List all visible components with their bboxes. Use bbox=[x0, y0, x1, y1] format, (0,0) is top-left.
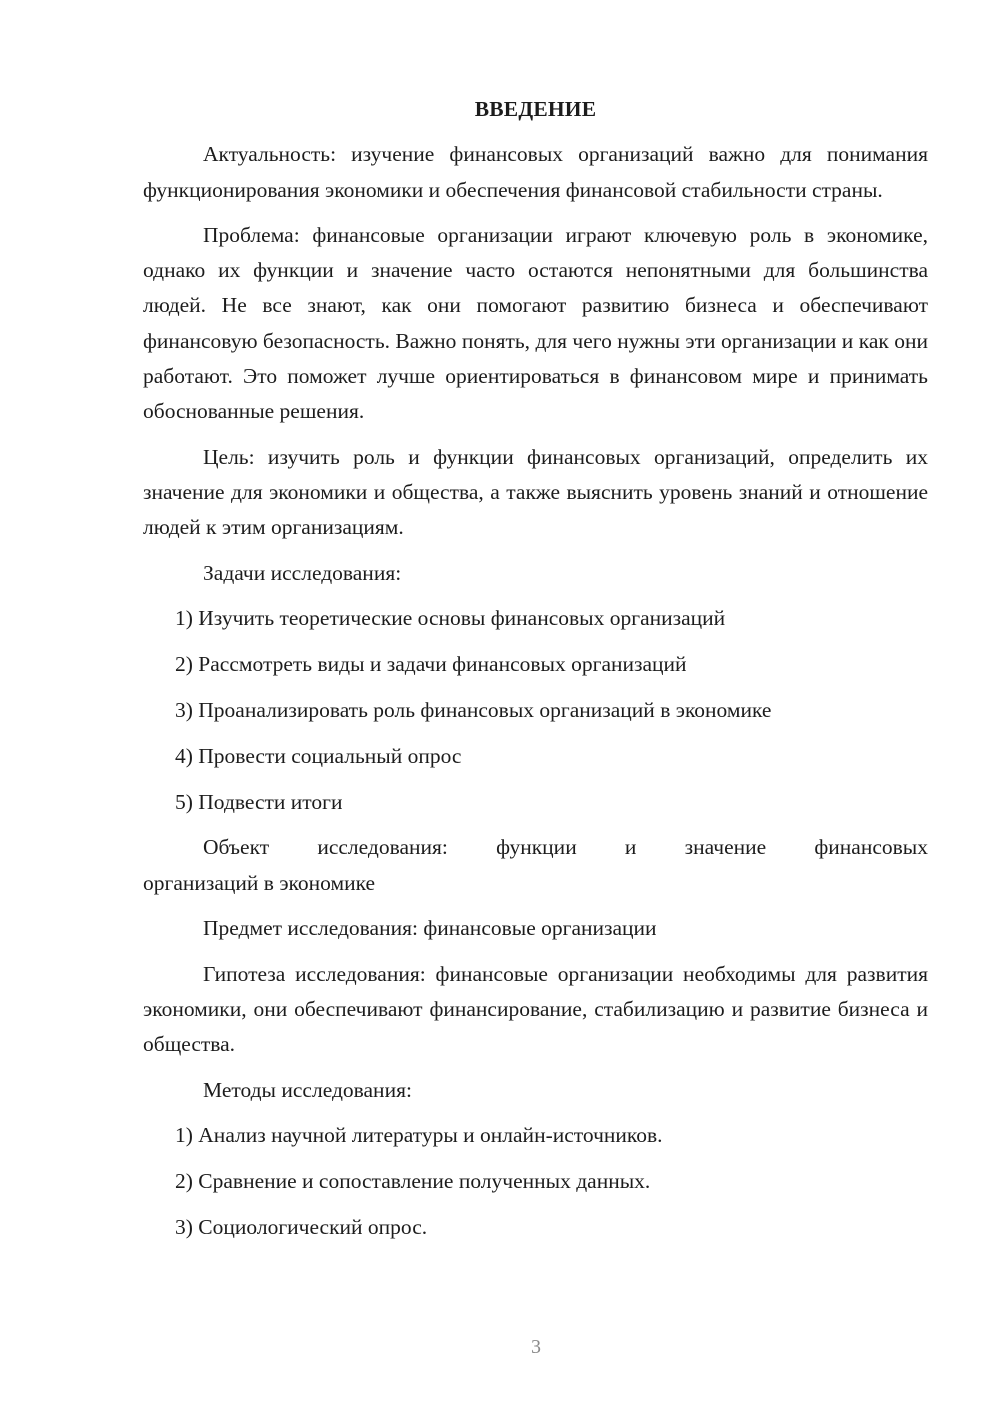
page-title: ВВЕДЕНИЕ bbox=[474, 97, 597, 121]
goal-paragraph: Цель: изучить роль и функции финансовых организаций, определить их значение для экономики и общества, а также выяснить уровень знаний и отношение людей к этим организациям. bbox=[143, 444, 928, 540]
page-number: 3 bbox=[531, 1336, 541, 1358]
object-line-2: организаций в экономике bbox=[143, 870, 376, 895]
method-item-3: 3) Социологический опрос. bbox=[175, 1215, 428, 1240]
method-item-1: 1) Анализ научной литературы и онлайн-источников. bbox=[175, 1123, 663, 1148]
task-item-5: 5) Подвести итоги bbox=[175, 789, 343, 814]
problem-paragraph: Проблема: финансовые организации играют ключевую роль в экономике, однако их функции и значение часто остаются непонятными для большинства людей. Не все знают, как они помогают развитию бизнеса и обеспечивают финансовую безопасность. Важно понять, для чего нужны эти организации и как они работают. Это поможет лучше ориентироваться в финансовом мире и принимать обоснованные решения. bbox=[143, 222, 928, 424]
relevance-paragraph: Актуальность: изучение финансовых организаций важно для понимания функционирования экономики и обеспечения финансовой стабильности страны. bbox=[143, 142, 928, 202]
task-item-2: 2) Рассмотреть виды и задачи финансовых организаций bbox=[175, 652, 687, 677]
hypothesis-paragraph: Гипотеза исследования: финансовые организации необходимы для развития экономики, они обеспечивают финансирование, стабилизацию и развитие бизнеса и общества. bbox=[143, 961, 928, 1057]
subject-paragraph: Предмет исследования: финансовые организации bbox=[203, 915, 657, 940]
task-item-1: 1) Изучить теоретические основы финансовых организаций bbox=[175, 606, 726, 631]
object-paragraph bbox=[143, 830, 928, 901]
method-item-2: 2) Сравнение и сопоставление полученных данных. bbox=[175, 1169, 651, 1194]
task-item-3: 3) Проанализировать роль финансовых организаций в экономике bbox=[175, 697, 772, 722]
tasks-heading: Задачи исследования: bbox=[203, 560, 402, 585]
task-item-4: 4) Провести социальный опрос bbox=[175, 743, 462, 768]
object-line-1: Объект исследования: функции и значение финансовых bbox=[203, 835, 928, 860]
page-content bbox=[143, 92, 928, 1256]
methods-heading: Методы исследования: bbox=[203, 1077, 412, 1102]
